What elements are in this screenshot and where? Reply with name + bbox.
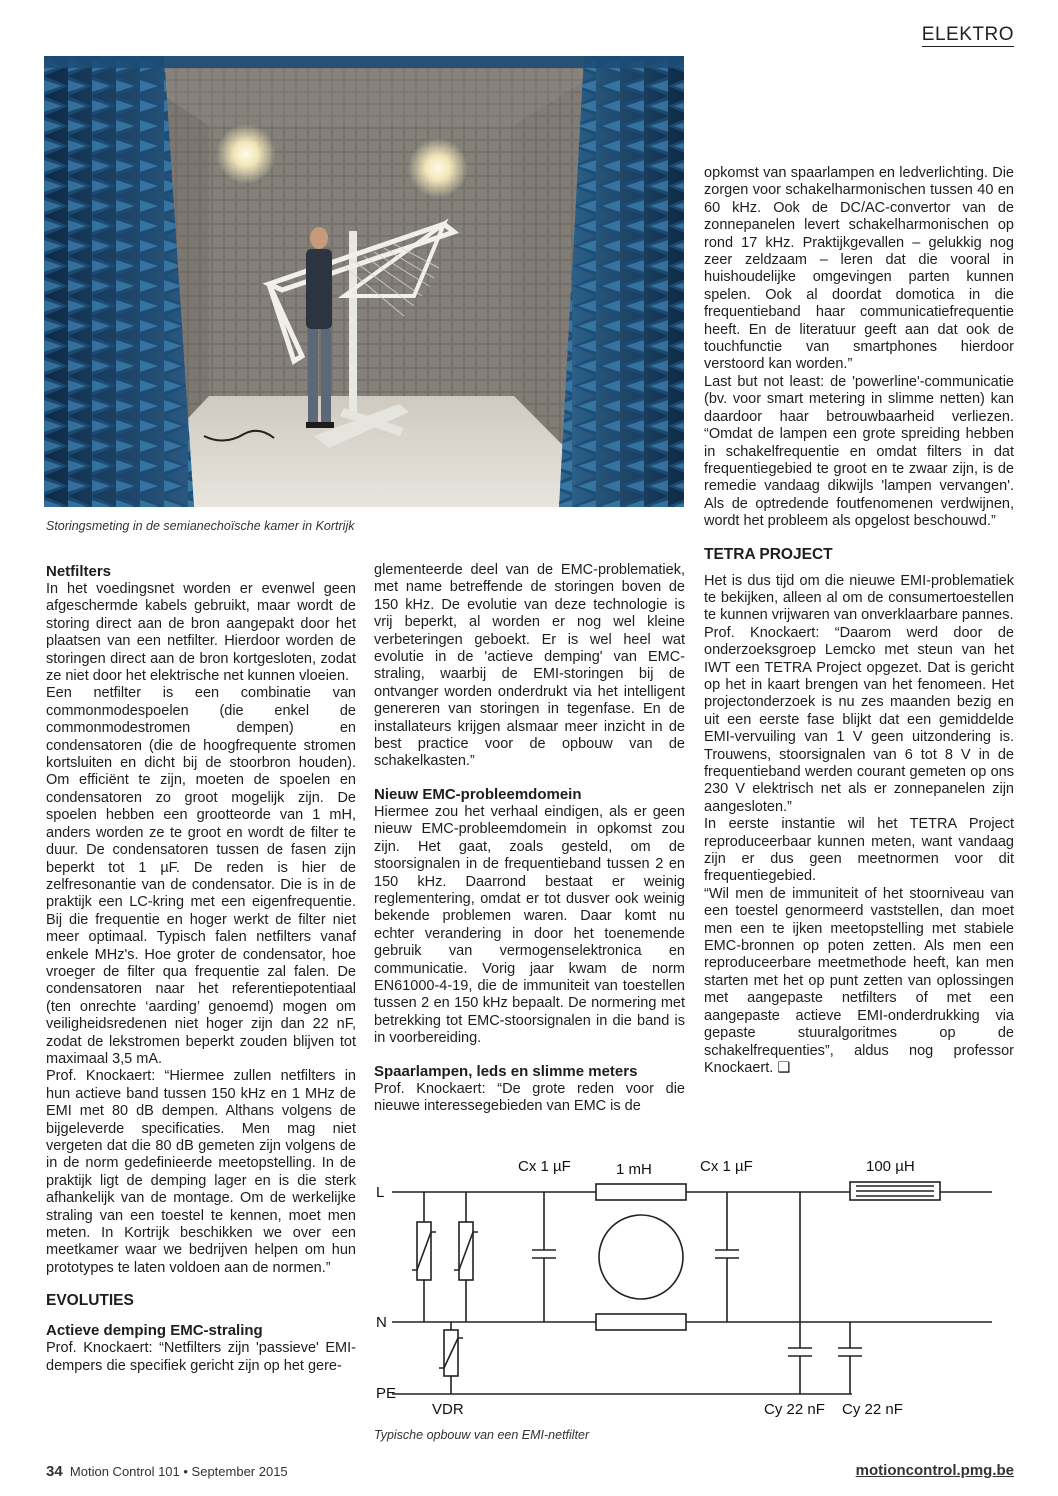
label-n: N: [376, 1314, 387, 1331]
paragraph: In het voedingsnet worden er evenwel geen afgeschermde kabels gebruikt, maar wordt de storing direct aan de bron aangepakt door het plaatsen van een netfilter. Hierdoor worden de storingen direct aan de bron kortgesloten, zodat ze niet door het elektrische net kunnen vloeien.: [46, 581, 356, 685]
heading-netfilters: Netfilters: [46, 563, 112, 580]
paragraph: Prof. Knockaert: “De grote reden voor die nieuwe interessegebieden van EMC is de: [374, 1080, 685, 1114]
photo-caption: Storingsmeting in de semianechoïsche kamer in Kortrijk: [46, 519, 355, 533]
label-cx1: Cx 1 µF: [518, 1158, 571, 1175]
label-pe: PE: [376, 1385, 397, 1402]
paragraph: Prof. Knockaert: “Netfilters zijn 'passieve' EMI-dempers die specifiek gericht zijn op het gere-: [46, 1340, 356, 1374]
paragraph: Last but not least: de 'powerline'-communicatie (bv. voor smart metering in slimme netten) kan daardoor haar betrouwbaarheid verliezen. “Omdat de lampen een grote spreiding hebben in schakelfrequentie en omdat filters in dat frequentiegebied te groot en te zwaar zijn, is de remedie vandaag dikwijls 'lampen vervangen'. Als de optredende foutfenomenen verdwijnen, wordt het probleem als opgelost beschouwd.”: [704, 373, 1014, 530]
label-l: L: [376, 1184, 385, 1201]
heading-spaarlampen: Spaarlampen, leds en slimme meters: [374, 1062, 638, 1080]
quote-text: “Wil men de immuniteit of het stoorniveau van een toestel genormeerd vaststellen, dan moet men een te ijken meetopstelling met stabiele EMC-bronnen op poten zetten. Als men een reproduceerbare meetmethode heeft, kan men starten met het op punt zetten van oplossingen met aangepaste netfilters of met een aangepaste actieve EMI-onderdrukking via gepaste stuuralgoritmes op de schakelfrequenties”, aldus nog professor Knockaert.: [704, 885, 1014, 1076]
paragraph: Hiermee zou het verhaal eindigen, als er geen nieuw EMC-probleemdomein in opkomst zou zijn. Het gaat, zoals gesteld, om de stoorsignalen in de frequentieband tussen 2 en 150 kHz. Daarrond bestaat er weinig reglementering, omdat er tot dusver ook weinig bekende problemen waren. Daar komt nu echter verandering in door het toenemende gebruik van vermogenselektronica en communicatie. Vorig jaar kwam de norm EN61000-4-19, die de immuniteit van toestellen tussen 2 en 150 kHz bepaalt. De normering met betrekking tot EMC-stoorsignalen in die band is in voorbereiding.: [374, 803, 685, 1047]
diagram-caption: Typische opbouw van een EMI-netfilter: [374, 1428, 590, 1442]
paragraph: In eerste instantie wil het TETRA Project reproduceerbaar kunnen meten, want vandaag zijn er dus geen meetnormen voor dit frequentiegebied.: [704, 816, 1014, 885]
heading-evoluties: EVOLUTIES: [46, 1292, 134, 1310]
page-footer: [46, 1463, 288, 1480]
paragraph: [704, 886, 1014, 1077]
label-coil: 1 mH: [616, 1161, 652, 1178]
site-link[interactable]: motioncontrol.pmg.be: [855, 1462, 1014, 1479]
end-mark: ❑: [777, 1059, 791, 1076]
label-cy1: Cy 22 nF: [764, 1401, 825, 1418]
chamber-photo: [44, 56, 684, 507]
paragraph: opkomst van spaarlampen en ledverlichting. Die zorgen voor schakelharmonischen tussen 40 en 60 kHz. Ook de DC/AC-convertor van de zonnepanelen levert schakelharmonischen op rond 17 kHz. Praktijkgevallen – gelukkig nog zeer zeldzaam – leren dat die vooral in huishoudelijke omgevingen parten kunnen spelen. Ook al doordat domotica in die frequentieband haar communicatiefrequentie heeft. En de literatuur geeft aan dat ook de touchfunctie van smartphones hierdoor verstoord kan worden.”: [704, 165, 1014, 373]
heading-nieuw-emc: Nieuw EMC-probleemdomein: [374, 785, 582, 803]
label-cx2: Cx 1 µF: [700, 1158, 753, 1175]
column-1: [46, 562, 356, 1375]
paragraph: Prof. Knockaert: “Hiermee zullen netfilters in hun actieve band tussen 150 kHz en 1 MHz de EMI met 80 dB dempen. Althans volgens de bijgeleverde specificaties. Men mag niet vergeten dat die 80 dB gemeten zijn volgens de in de norm gedefinieerde meetopstelling. In de praktijk ligt de demping lager en is die sterk afhankelijk van de montage. Om de werkelijke straling van een toestel te kennen, moet men meten. In Kortrijk beschikken we over een meetkamer waar we bedrijven helpen om hun prototypes te laten voldoen aan de normen.”: [46, 1068, 356, 1276]
column-2: [374, 562, 685, 1115]
heading-actieve-demping: Actieve demping EMC-straling: [46, 1322, 263, 1340]
paragraph: Prof. Knockaert: “Daarom werd door de onderzoeksgroep Lemcko met steun van het IWT een TETRA Project opgezet. Dat is gericht op het in kaart brengen van het fenomeen. Het projectonderzoek is nu zes maanden bezig en uit een eerste fase blijkt dat een gemiddelde EMI-vervuiling van 1 V geen uitzondering is. Trouwens, stoorsignalen van 6 tot 8 V in de frequentieband werden courant gemeten op ons 230 V elektrisch net als er zonnepanelen zijn aangesloten.”: [704, 624, 1014, 815]
column-3: [704, 165, 1014, 1077]
heading-tetra-project: TETRA PROJECT: [704, 545, 833, 563]
issue-info: Motion Control 101 • September 2015: [69, 1464, 288, 1479]
label-vdr: VDR: [432, 1401, 464, 1418]
page-number: 34: [46, 1463, 63, 1480]
label-cy2: Cy 22 nF: [842, 1401, 903, 1418]
paragraph: glementeerde deel van de EMC-problematiek, met name betreffende de storingen boven de 150 kHz. De evolutie van deze technologie is vrij beperkt, al worden er nog wel kleine verbeteringen geboekt. Er is wel heel wat evolutie in de 'actieve demping' van EMC-straling, waarbij de EMI-storingen bij de ontvanger worden onderdrukt via het intelligent genereren van storingen in tegenfase. En de installateurs krijgen alsmaar meer inzicht in de best practice voor de opbouw van de schakelkasten.”: [374, 562, 685, 770]
paragraph: Het is dus tijd om die nieuwe EMI-problematiek te bekijken, alleen al om de consumertoestellen te kunnen vrijwaren van onverklaarbare pannes.: [704, 572, 1014, 624]
label-inductor: 100 µH: [866, 1158, 915, 1175]
paragraph: Een netfilter is een combinatie van commonmodespoelen (die enkel de commonmodestromen dempen) en condensatoren (die de hoogfrequente stromen kortsluiten en dicht bij de stoorbron houden). Om efficiënt te zijn, moeten de spoelen en condensatoren zo groot mogelijk zijn. De spoelen hebben een grootteorde van 1 mH, anders worden ze te groot en wordt de filter te duur. De condensatoren tussen de fasen zijn beperkt tot 1 µF. De reden is hier de zelfresonantie van de condensator. Die is in de praktijk een LC-kring met een eigenfrequentie. Bij die frequentie en hoger werkt de filter niet meer optimaal. Typisch falen netfilters vanaf enkele MHz's. Hoe groter de condensator, hoe vroeger de filter qua frequentie zal falen. De condensatoren naar het referentiepotentiaal (ten onrechte ‘aarding’ genoemd) mogen om veiligheidsredenen niet hoger zijn dan 22 nF, zodat de lekstromen beperkt zouden blijven tot maximaal 3,5 mA.: [46, 685, 356, 1067]
emi-filter-diagram: [372, 1152, 1012, 1420]
section-tag: ELEKTRO: [921, 24, 1014, 45]
